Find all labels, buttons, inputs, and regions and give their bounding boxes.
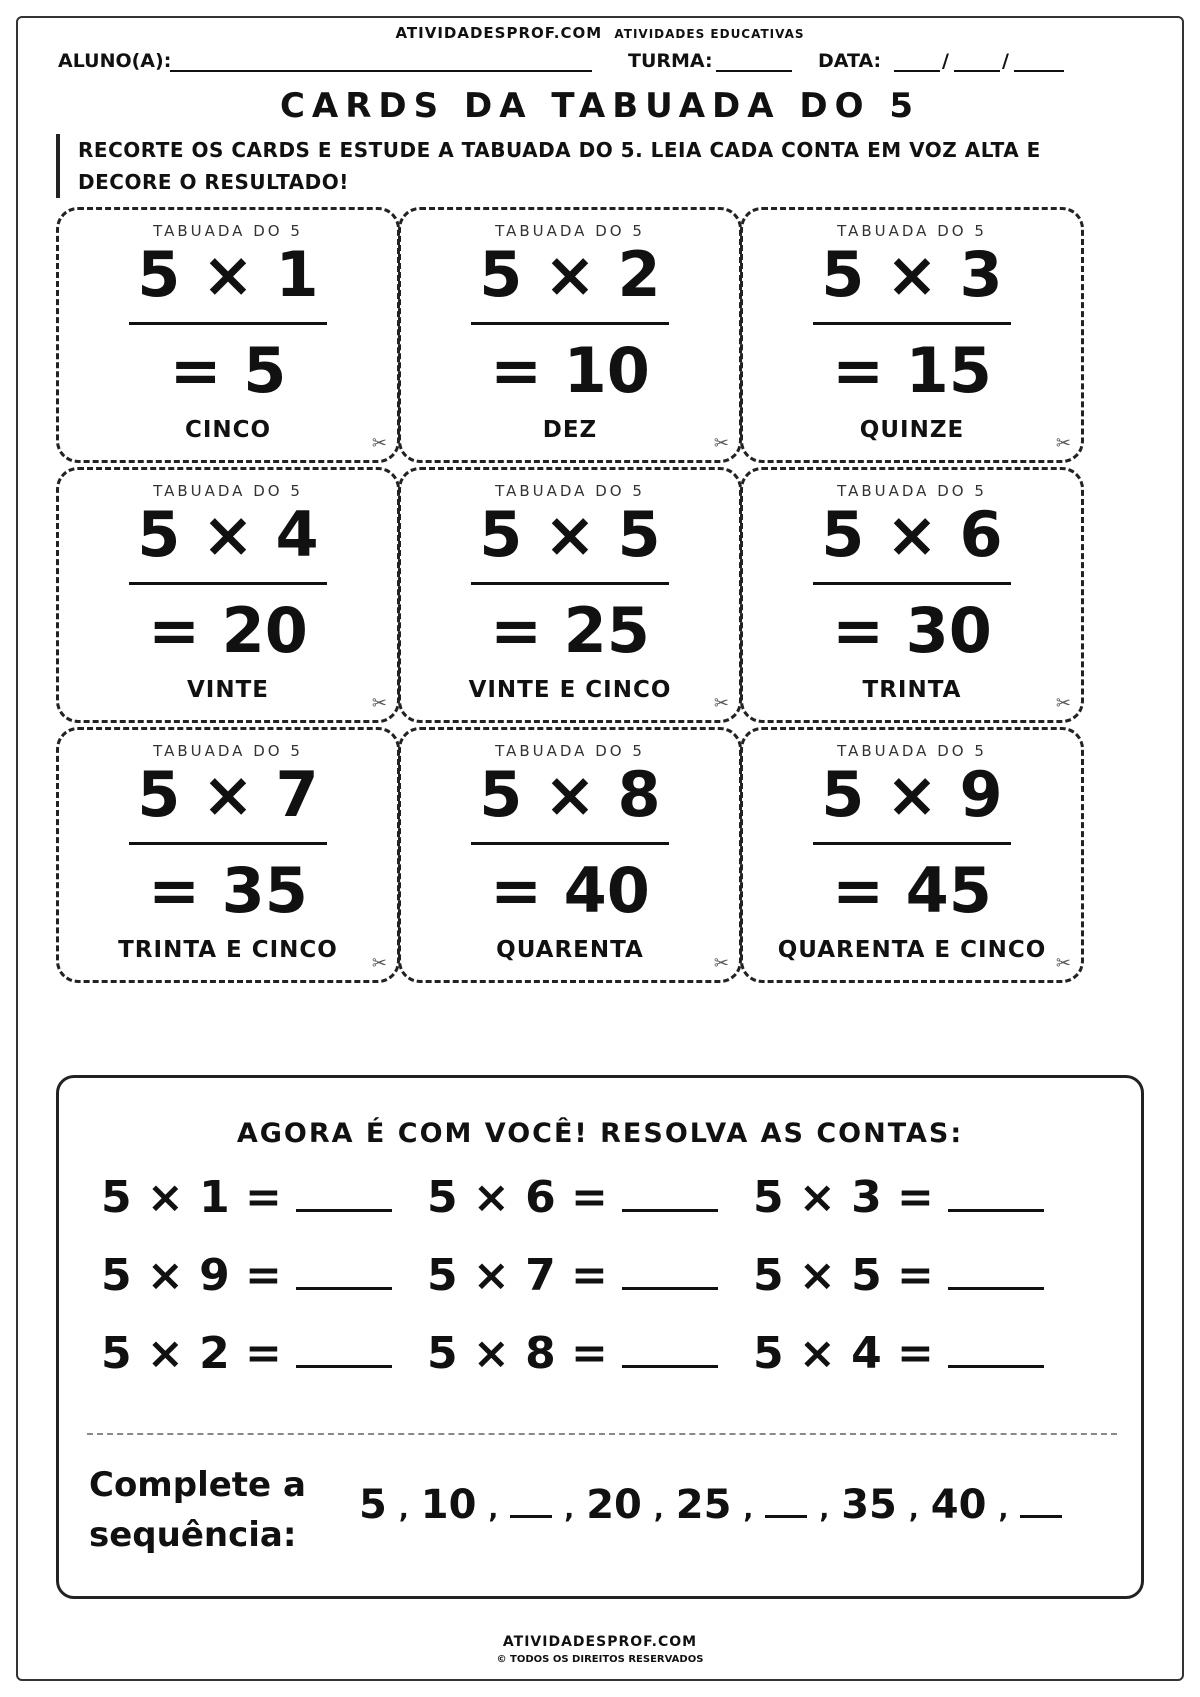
times-table-card — [740, 207, 1084, 463]
sequence-separator: , — [488, 1495, 499, 1525]
exercise-title: AGORA É COM VOCÊ! RESOLVA AS CONTAS: — [236, 1118, 964, 1149]
sequence-separator: , — [398, 1495, 409, 1525]
card-result: = 10 — [490, 334, 650, 407]
sequence-value: 40 — [930, 1482, 987, 1528]
student-info-row — [58, 50, 1148, 80]
card-divider — [129, 842, 327, 845]
card-divider — [813, 582, 1011, 585]
card-result-word: QUARENTA — [496, 937, 644, 963]
times-table-card — [740, 467, 1084, 723]
card-divider — [471, 322, 669, 325]
times-table-card — [56, 207, 400, 463]
date-year-field[interactable] — [1014, 70, 1064, 72]
card-label: TABUADA DO 5 — [837, 742, 987, 760]
times-table-card — [398, 727, 742, 983]
card-expression: 5 × 7 — [137, 758, 319, 831]
card-result-word: QUINZE — [859, 417, 965, 443]
exercise-item — [427, 1250, 718, 1301]
card-expression: 5 × 1 — [137, 238, 319, 311]
answer-blank[interactable] — [622, 1177, 718, 1212]
sequence-value: 20 — [586, 1482, 642, 1528]
card-result-word: DEZ — [542, 417, 598, 443]
answer-blank[interactable] — [948, 1177, 1044, 1212]
answer-blank[interactable] — [296, 1255, 392, 1290]
exercise-expression: 5 × 3 = — [753, 1172, 934, 1223]
exercise-item — [753, 1328, 1044, 1379]
scissors-icon: ✂ — [1055, 953, 1071, 974]
date-separator: / — [942, 50, 949, 72]
exercise-expression: 5 × 5 = — [753, 1250, 934, 1301]
date-day-field[interactable] — [894, 70, 940, 72]
card-result: = 15 — [832, 334, 992, 407]
card-result: = 30 — [832, 594, 992, 667]
footer-rights: © TODOS OS DIREITOS RESERVADOS — [496, 1654, 704, 1665]
answer-blank[interactable] — [622, 1255, 718, 1290]
footer-site: ATIVIDADESPROF.COM — [502, 1634, 698, 1650]
sequence-separator: , — [998, 1495, 1009, 1525]
times-table-card — [56, 467, 400, 723]
scissors-icon: ✂ — [371, 693, 387, 714]
exercise-item — [753, 1250, 1044, 1301]
date-separator: / — [1002, 50, 1009, 72]
sequence-blank[interactable] — [510, 1485, 552, 1518]
sequence-separator: , — [653, 1495, 664, 1525]
card-label: TABUADA DO 5 — [495, 482, 645, 500]
card-expression: 5 × 2 — [479, 238, 661, 311]
card-result: = 20 — [148, 594, 308, 667]
card-divider — [813, 842, 1011, 845]
card-result-word: QUARENTA E CINCO — [777, 937, 1047, 963]
scissors-icon: ✂ — [371, 953, 387, 974]
card-divider — [471, 842, 669, 845]
card-label: TABUADA DO 5 — [153, 742, 303, 760]
sequence-separator: , — [564, 1495, 575, 1525]
card-expression: 5 × 8 — [479, 758, 661, 831]
sequence-separator: , — [819, 1495, 830, 1525]
exercise-item — [753, 1172, 1044, 1223]
card-label: TABUADA DO 5 — [153, 482, 303, 500]
sequence-separator: , — [743, 1495, 754, 1525]
student-label: ALUNO(A): — [58, 50, 172, 72]
sequence-blank[interactable] — [765, 1485, 807, 1518]
scissors-icon: ✂ — [1055, 693, 1071, 714]
card-divider — [129, 582, 327, 585]
exercise-item — [427, 1172, 718, 1223]
exercise-expression: 5 × 6 = — [427, 1172, 608, 1223]
card-expression: 5 × 3 — [821, 238, 1003, 311]
exercise-box — [56, 1075, 1144, 1599]
times-table-card — [56, 727, 400, 983]
times-table-card — [398, 467, 742, 723]
card-result-word: VINTE E CINCO — [468, 677, 672, 703]
sequence-blank[interactable] — [1020, 1485, 1062, 1518]
card-expression: 5 × 9 — [821, 758, 1003, 831]
card-expression: 5 × 5 — [479, 498, 661, 571]
sequence-separator: , — [908, 1495, 919, 1525]
card-result-word: VINTE — [186, 677, 269, 703]
sequence-label-line1: Complete a — [89, 1465, 306, 1505]
exercise-item — [101, 1250, 392, 1301]
answer-blank[interactable] — [948, 1255, 1044, 1290]
sequence-label-line2: sequência: — [89, 1515, 297, 1555]
exercise-expression: 5 × 4 = — [753, 1328, 934, 1379]
scissors-icon: ✂ — [371, 433, 387, 454]
card-result-word: CINCO — [184, 417, 272, 443]
site-subtitle: ATIVIDADES EDUCATIVAS — [614, 27, 805, 41]
card-result-word: TRINTA — [862, 677, 962, 703]
card-label: TABUADA DO 5 — [837, 222, 987, 240]
card-result: = 25 — [490, 594, 650, 667]
date-label: DATA: — [818, 50, 882, 72]
sequence-value: 5 — [359, 1482, 387, 1528]
exercise-expression: 5 × 2 = — [101, 1328, 282, 1379]
card-divider — [129, 322, 327, 325]
sequence-value: 25 — [675, 1482, 732, 1528]
site-header — [0, 24, 1200, 42]
sequence-label — [89, 1460, 306, 1560]
card-result: = 40 — [490, 854, 650, 927]
times-table-card — [740, 727, 1084, 983]
student-name-field[interactable] — [170, 70, 592, 72]
scissors-icon: ✂ — [713, 693, 729, 714]
card-result: = 35 — [148, 854, 308, 927]
card-expression: 5 × 6 — [821, 498, 1003, 571]
exercise-expression: 5 × 8 = — [427, 1328, 608, 1379]
card-result-word: TRINTA E CINCO — [118, 937, 338, 963]
site-name: ATIVIDADESPROF.COM — [395, 24, 603, 42]
exercise-expression: 5 × 9 = — [101, 1250, 282, 1301]
exercise-expression: 5 × 1 = — [101, 1172, 282, 1223]
card-label: TABUADA DO 5 — [837, 482, 987, 500]
dashed-divider — [87, 1433, 1117, 1435]
card-result: = 45 — [832, 854, 992, 927]
class-field[interactable] — [716, 70, 792, 72]
sequence-value: 35 — [841, 1482, 897, 1528]
sequence-value: 10 — [420, 1482, 477, 1528]
class-label: TURMA: — [628, 50, 713, 72]
card-label: TABUADA DO 5 — [495, 222, 645, 240]
exercise-expression: 5 × 7 = — [427, 1250, 608, 1301]
scissors-icon: ✂ — [713, 953, 729, 974]
card-divider — [471, 582, 669, 585]
answer-blank[interactable] — [622, 1333, 718, 1368]
answer-blank[interactable] — [296, 1333, 392, 1368]
card-result: = 5 — [169, 334, 287, 407]
times-table-card — [398, 207, 742, 463]
exercise-item — [101, 1172, 392, 1223]
scissors-icon: ✂ — [1055, 433, 1071, 454]
instructions: RECORTE OS CARDS E ESTUDE A TABUADA DO 5. LEIA CADA CONTA EM VOZ ALTA E DECORE O RESULTADO! — [56, 134, 1138, 198]
answer-blank[interactable] — [948, 1333, 1044, 1368]
exercise-item — [427, 1328, 718, 1379]
answer-blank[interactable] — [296, 1177, 392, 1212]
scissors-icon: ✂ — [713, 433, 729, 454]
card-label: TABUADA DO 5 — [153, 222, 303, 240]
card-expression: 5 × 4 — [137, 498, 319, 571]
card-divider — [813, 322, 1011, 325]
exercise-item — [101, 1328, 392, 1379]
page-title: CARDS DA TABUADA DO 5 — [279, 86, 921, 126]
card-label: TABUADA DO 5 — [495, 742, 645, 760]
date-month-field[interactable] — [954, 70, 1000, 72]
sequence-row — [359, 1482, 1062, 1528]
